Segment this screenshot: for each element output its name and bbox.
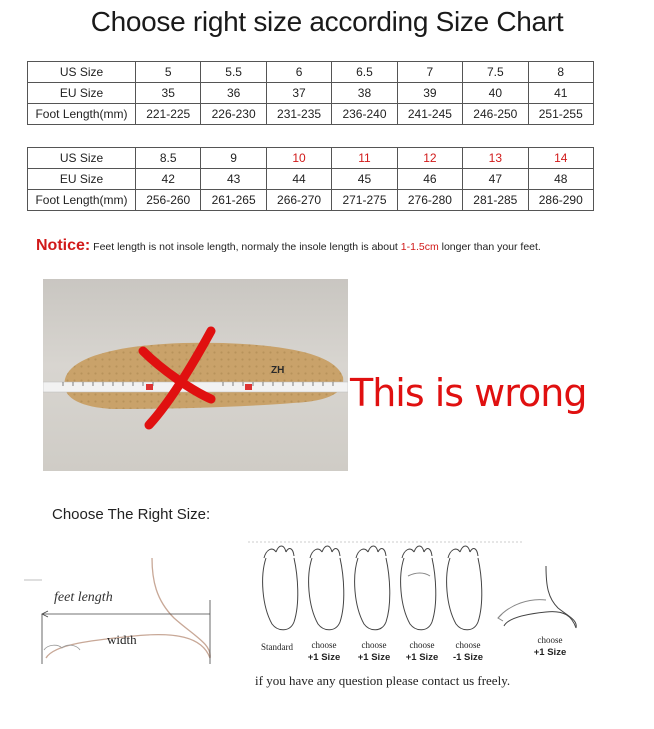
foot-minus-one-icon	[447, 546, 482, 630]
foot-plus-one-icon	[401, 546, 436, 630]
row-label-us-size: US Size	[28, 148, 136, 169]
caption-top: choose	[311, 640, 337, 650]
table-cell: 8	[528, 62, 593, 83]
table-row-us	[28, 148, 594, 169]
insole-measure-illustration	[43, 279, 348, 471]
table-cell: 236-240	[332, 104, 397, 125]
table-cell: 42	[136, 169, 201, 190]
right-size-title: Choose The Right Size:	[52, 506, 211, 523]
table-cell: 5.5	[201, 62, 266, 83]
table-cell: 271-275	[332, 190, 397, 211]
caption-side-plus-one	[524, 634, 576, 659]
insole-photo	[43, 279, 348, 471]
table-cell: 6.5	[332, 62, 397, 83]
size-table-2	[27, 147, 594, 211]
table-cell: 256-260	[136, 190, 201, 211]
table-cell: 11	[332, 148, 397, 169]
row-label-foot-length: Foot Length(mm)	[28, 190, 136, 211]
table-row-eu	[28, 83, 594, 104]
caption-plus-one	[398, 639, 446, 664]
table-cell: 48	[528, 169, 593, 190]
size-table-1	[27, 61, 594, 125]
table-cell: 40	[463, 83, 528, 104]
table-cell: 37	[266, 83, 331, 104]
table-cell: 6	[266, 62, 331, 83]
notice-body: Feet length is not insole length, normaly the insole length is about	[90, 241, 401, 253]
caption-top: choose	[537, 635, 563, 645]
notice-highlight: 1-1.5cm	[400, 241, 439, 253]
caption-plus-one	[350, 639, 398, 664]
table-cell: 10	[266, 148, 331, 169]
table-cell: 41	[528, 83, 593, 104]
table-cell: 44	[266, 169, 331, 190]
table-cell: 276-280	[397, 190, 462, 211]
table-cell: 39	[397, 83, 462, 104]
notice-text	[36, 237, 541, 255]
caption-bottom: -1 Size	[452, 652, 484, 663]
caption-bottom: +1 Size	[533, 647, 567, 658]
caption-top: choose	[409, 640, 435, 650]
table-cell: 45	[332, 169, 397, 190]
toes-outline	[44, 645, 80, 650]
table-cell: 12	[397, 148, 462, 169]
feet-outlines-illustration	[246, 536, 586, 636]
table-cell: 5	[136, 62, 201, 83]
caption-standard	[252, 641, 302, 653]
foot-standard-icon	[263, 546, 298, 630]
table-cell: 36	[201, 83, 266, 104]
wrong-label: This is wrong	[350, 371, 587, 415]
table-cell: 226-230	[201, 104, 266, 125]
notice-label: Notice:	[36, 237, 91, 254]
notice-body-end: longer than your feet.	[438, 241, 541, 253]
table-row-us	[28, 62, 594, 83]
row-label-eu-size: EU Size	[28, 83, 136, 104]
table-cell: 221-225	[136, 104, 201, 125]
caption-minus-one	[444, 639, 492, 664]
table-cell: 14	[528, 148, 593, 169]
table-cell: 286-290	[528, 190, 593, 211]
table-cell: 38	[332, 83, 397, 104]
caption-top: Standard	[261, 642, 293, 652]
table-cell: 251-255	[528, 104, 593, 125]
feet-length-label: feet length	[54, 590, 113, 605]
table-cell: 7.5	[463, 62, 528, 83]
table-cell: 7	[397, 62, 462, 83]
table-cell: 8.5	[136, 148, 201, 169]
foot-plus-one-icon	[355, 546, 390, 630]
table-cell: 281-285	[463, 190, 528, 211]
row-label-eu-size: EU Size	[28, 169, 136, 190]
table-cell: 241-245	[397, 104, 462, 125]
table-cell: 35	[136, 83, 201, 104]
caption-bottom: +1 Size	[307, 652, 341, 663]
caption-plus-one	[300, 639, 348, 664]
caption-bottom: +1 Size	[405, 652, 439, 663]
leg-outline	[152, 558, 210, 658]
contact-text: if you have any question please contact us freely.	[255, 673, 511, 688]
table-row-eu	[28, 169, 594, 190]
table-cell: 261-265	[201, 190, 266, 211]
table-cell: 47	[463, 169, 528, 190]
insole-brand-mark: ZH	[271, 365, 285, 376]
table-row-foot	[28, 190, 594, 211]
row-label-us-size: US Size	[28, 62, 136, 83]
caption-top: choose	[361, 640, 387, 650]
caption-top: choose	[455, 640, 481, 650]
width-label: width	[107, 632, 137, 647]
table-cell: 266-270	[266, 190, 331, 211]
foot-plus-one-icon	[309, 546, 344, 630]
page-title: Choose right size according Size Chart	[90, 6, 564, 37]
table-cell: 46	[397, 169, 462, 190]
table-cell: 9	[201, 148, 266, 169]
tape-marker-right	[245, 384, 252, 390]
table-cell: 13	[463, 148, 528, 169]
tape-marker-left	[146, 384, 153, 390]
table-cell: 231-235	[266, 104, 331, 125]
table-cell: 43	[201, 169, 266, 190]
caption-bottom: +1 Size	[357, 652, 391, 663]
foot-side-arch-icon	[498, 566, 576, 628]
table-cell: 246-250	[463, 104, 528, 125]
table-row-foot	[28, 104, 594, 125]
row-label-foot-length: Foot Length(mm)	[28, 104, 136, 125]
